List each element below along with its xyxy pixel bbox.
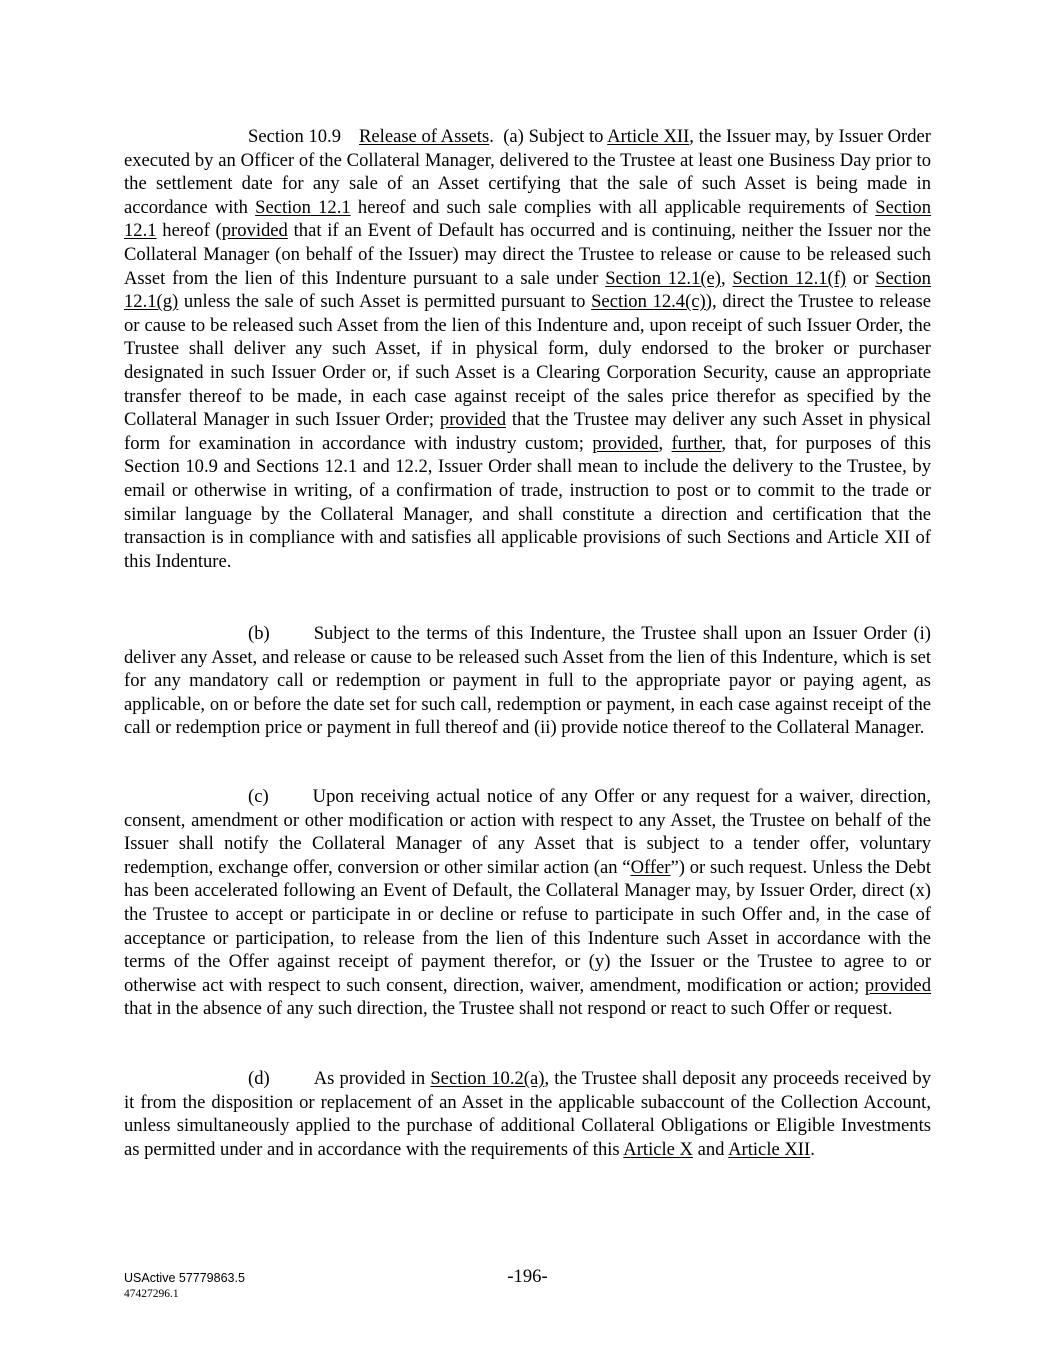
text-run: , the Issuer may, by Issuer Order executed by an Officer of the Collateral Manager, delivered to the Trustee at least one Business Day prior to the settlement date for any sale of an Asset certifying that the sale of such Asset is being made in accordance with	[124, 126, 931, 218]
provided-term: provided	[221, 220, 288, 242]
section-title: Release of Assets	[359, 126, 490, 147]
cross-ref-section-12-1-e: Section 12.1(e)	[605, 267, 721, 289]
cross-ref-section-10-2-a: Section 10.2(a)	[430, 1068, 545, 1089]
text-run: that in the absence of any such direction, the Trustee shall not respond or react to such Offer or request.	[124, 998, 893, 1020]
cross-ref-section-12-1: Section 12.1	[255, 196, 351, 218]
text-run: ”) or such request. Unless the Debt has been accelerated following an Event of Default, the Collateral Manager may, by Issuer Order, direct (x) the Trustee to accept or participate in or decline or refuse to participate in such Offer and, in the case of acceptance or participation, to release from the lien of this Indenture such Asset in accordance with the terms of the Offer against receipt of payment therefor, or (y) the Issuer or the Trustee to agree to or otherwise act with respect to such consent, direction, waiver, amendment, modification or action;	[124, 856, 931, 996]
provided-term: provided	[592, 432, 659, 454]
provided-term: provided	[864, 974, 931, 996]
further-term: further	[671, 432, 722, 454]
defined-term-offer: Offer	[630, 856, 671, 878]
text-run: As provided in	[313, 1068, 431, 1089]
text-run: , that, for purposes of this Section 10.9 and Sections 12.1 and 12.2, Issuer Order shall mean to include the delivery to the Trustee, by email or otherwise in writing, of a confirmation of trade, instruction to post or to commit to the trade or similar language by the Collateral Manager, and shall constitute a direction and certification that the transaction is in compliance with and satisfies all applicable provisions of such Sections and Article XII of this Indenture.	[124, 432, 931, 572]
cross-ref-section-12-1-g: Section 12.1(g)	[124, 267, 931, 313]
section-number: Section 10.9	[248, 126, 341, 147]
paragraph-d	[124, 1067, 931, 1161]
text-run: ,	[658, 432, 672, 454]
cross-ref-section-12-1-f: Section 12.1(f)	[732, 267, 847, 289]
paragraph-section-10-9-a: Section 10.9 Release of Assets. (a) Subject to Article XII, the Issuer may, by Issuer Order executed by an Officer of the Collateral Manager, delivered to the Trustee at least one Business Day prior to the settlement date for any sale of an Asset certifying that the sale of such Asset is being made in accordance with Section 12.1 hereof and such sale complies with all applicable requirements of Section 12.1 hereof (provided that if an Event of Default has occurred and is continuing, neither the Issuer nor the Collateral Manager (on behalf of the Issuer) may direct the Trustee to release or cause to be released such Asset from the lien of this Indenture pursuant to a sale under Section 12.1(e), Section 12.1(f) or Section 12.1(g) unless the sale of such Asset is permitted pursuant to Section 12.4(c)), direct the Trustee to release or cause to be released such Asset from the lien of this Indenture and, upon receipt of such Issuer Order, the Trustee shall deliver any such Asset, if in physical form, duly endorsed to the broker or purchaser designated in such Issuer Order or, if such Asset is a Clearing Corporation Security, cause an appropriate transfer thereof to be made, in each case against receipt of the sales price therefor as specified by the Collateral Manager in such Issuer Order; provided that the Trustee may deliver any such Asset in physical form for examination in accordance with industry custom; provided, further, that, for purposes of this Section 10.9 and Sections 12.1 and 12.2, Issuer Order shall mean to include the delivery to the Trustee, by email or otherwise in writing, of a confirmation of trade, instruction to post or to commit to the trade or similar language by the Collateral Manager, and shall constitute a direction and certification that the transaction is in compliance with and satisfies all applicable provisions of such Sections and Article XII of this Indenture.	[124, 126, 932, 572]
text-run: or	[846, 267, 876, 289]
cross-ref-section-12-1: Section 12.1	[124, 196, 932, 242]
text-run: .	[810, 1138, 815, 1160]
text-run: ), direct the Trustee to release or cause to be released such Asset from the lien of this Indenture and, upon receipt of such Issuer Order, the Trustee shall deliver any such Asset, if in physical form, duly endorsed to the broker or purchaser designated in such Issuer Order or, if such Asset is a Clearing Corporation Security, cause an appropriate transfer thereof to be made, in each case against receipt of the sales price therefor as specified by the Collateral Manager in such Issuer Order;	[124, 291, 931, 431]
paragraph-b-text: Subject to the terms of this Indenture, the Trustee shall upon an Issuer Order (i) deliver any Asset, and release or cause to be released such Asset from the lien of this Indenture, which is set for any mandatory call or redemption or payment in full to the appropriate payor or paying agent, as applicable, on or before the date set for such call, redemption or payment, in each case against receipt of the call or redemption price or payment in full thereof and (ii) provide notice thereof to the Collateral Manager.	[124, 623, 931, 739]
clause-label-a: (a)	[503, 126, 524, 147]
text-run: hereof (	[156, 220, 222, 242]
clause-label-b: (b)	[248, 623, 270, 644]
text-run: ,	[720, 267, 733, 289]
text-run: that the Trustee may deliver any such Asset in physical form for examination in accordance with industry custom;	[124, 409, 931, 454]
cross-ref-article-xii: Article XII	[607, 126, 690, 147]
provided-term: provided	[439, 409, 506, 431]
text-run: Subject to	[528, 126, 608, 147]
paragraph-c	[124, 785, 931, 1021]
page-number: -196-	[507, 1266, 548, 1287]
text-run: , the Trustee shall deposit any proceeds received by it from the disposition or replacement of an Asset in the applicable subaccount of the Collection Account, unless simultaneously applied to the purchase of additional Collateral Obligations or Eligible Investments as permitted under and in accordance with the requirements of this	[124, 1068, 931, 1160]
clause-label-d: (d)	[248, 1068, 270, 1089]
footer-doc-id-secondary: 47427296.1	[124, 1288, 179, 1300]
cross-ref-section-12-4-c: Section 12.4(c)	[591, 291, 706, 313]
cross-ref-article-xii: Article XII	[728, 1138, 811, 1160]
text-run: unless the sale of such Asset is permitted pursuant to	[178, 291, 592, 313]
paragraph-b	[124, 622, 931, 740]
footer-doc-id: USActive 57779863.5	[124, 1271, 245, 1285]
clause-label-c: (c)	[248, 786, 269, 807]
text-run: and	[692, 1138, 729, 1160]
text-run: Upon receiving actual notice of any Offer or any request for a waiver, direction, consent, amendment or other modification or action with respect to any Asset, the Trustee on behalf of the Issuer shall notify the Collateral Manager of any Asset that is subject to a tender offer, voluntary redemption, exchange offer, conversion or other similar action (an “	[124, 786, 931, 878]
cross-ref-article-x: Article X	[623, 1138, 693, 1160]
text-run: that if an Event of Default has occurred and is continuing, neither the Issuer nor the Collateral Manager (on behalf of the Issuer) may direct the Trustee to release or cause to be released such Asset from the lien of this Indenture pursuant to a sale under	[124, 220, 931, 289]
text-run: hereof and such sale complies with all applicable requirements of	[350, 196, 876, 218]
